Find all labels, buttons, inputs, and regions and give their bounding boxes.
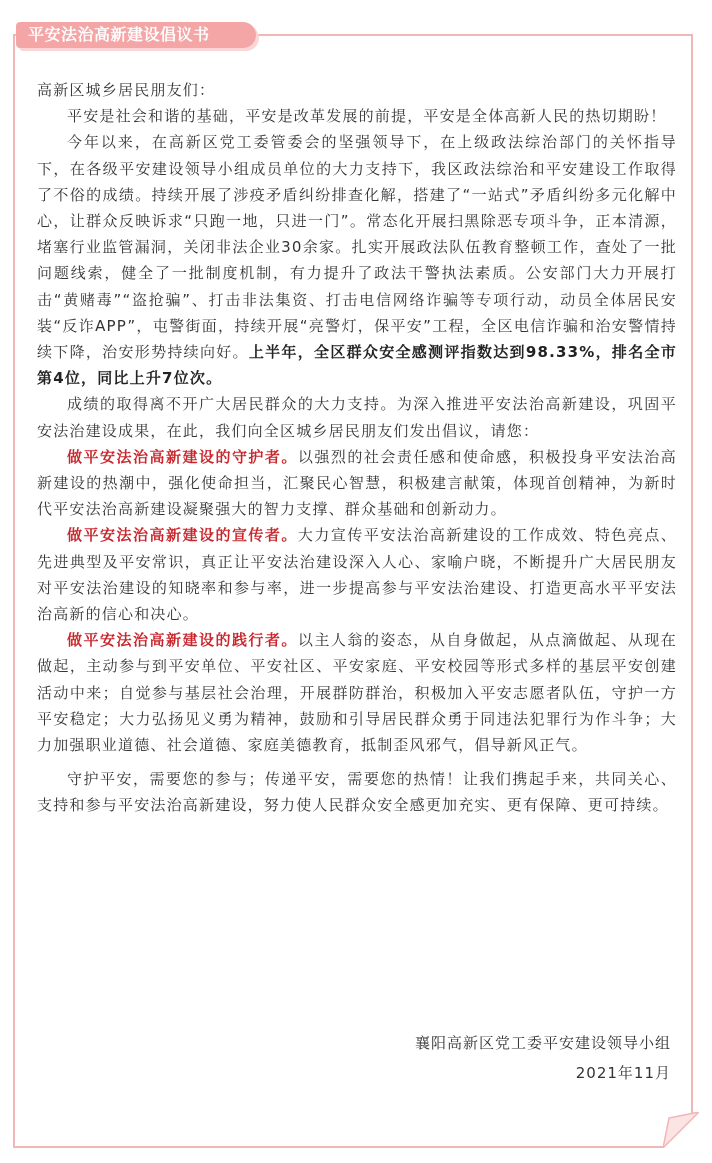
achievements-text: 今年以来，在高新区党工委管委会的坚强领导下，在上级政法综治部门的关怀指导下，在各级平安建设领导小组成员单位的大力支持下，我区政法综治和平安建设工作取得了不俗的成绩。持续开展了涉疫矛盾纠纷排查化解，搭建了“一站式”矛盾纠纷多元化解中心，让群众反映诉求“只跑一地，只进一门”。常态化开展扫黑除恶专项斗争，正本清源，堵塞行业监管漏洞，关闭非法企业30余家。扎实开展政法队伍教育整顿工作，查处了一批问题线索，健全了一批制度机制，有力提升了政法干警执法素质。公安部门大力开展打击“黄赌毒”“盗抢骗”、打击非法集资、打击电信网络诈骗等专项行动，动员全体居民安装“反诈APP”，屯警街面，持续开展“亮警灯，保平安”工程，全区电信诈骗和治安警情持续下降，治安形势持续向好。 (37, 133, 677, 362)
practitioner-heading: 做平安法治高新建设的践行者。 (67, 631, 298, 650)
signature-block (415, 1028, 671, 1088)
guardian-heading: 做平安法治高新建设的守护者。 (67, 447, 298, 466)
paragraph-promoter (37, 522, 677, 627)
paragraph-achievements (37, 129, 677, 391)
page-corner-fold (663, 1112, 699, 1148)
signature-date: 2021年11月 (575, 1064, 671, 1082)
letter-body (37, 77, 677, 819)
title-banner (16, 22, 256, 48)
paragraph-intro: 平安是社会和谐的基础，平安是改革发展的前提，平安是全体高新人民的热切期盼！ (67, 107, 667, 126)
practitioner-text: 以主人翁的姿态，从自身做起，从点滴做起、从现在做起，主动参与到平安单位、平安社区、平安家庭、平安校园等形式多样的基层平安创建活动中来；自觉参与基层社会治理，开展群防群治，积极加入平安志愿者队伍，守护一方平安稳定；大力弘扬见义勇为精神，鼓励和引导居民群众勇于同违法犯罪行为作斗争；大力加强职业道德、社会道德、家庭美德教育，抵制歪风邪气，倡导新风正气。 (37, 631, 677, 755)
achievements-highlight: 上半年，全区群众安全感测评指数达到98.33%，排名全市第4位，同比上升7位次。 (37, 343, 678, 388)
paragraph-call: 成绩的取得离不开广大居民群众的大力支持。为深入推进平安法治高新建设，巩固平安法治建设成果，在此，我们向全区城乡居民朋友们发出倡议，请您： (37, 395, 677, 440)
greeting: 高新区城乡居民朋友们： (37, 81, 216, 99)
page-title: 平安法治高新建设倡议书 (28, 25, 210, 44)
promoter-text: 大力宣传平安法治高新建设的工作成效、特色亮点、先进典型及平安常识，真正让平安法治建设深入人心、家喻户晓，不断提升广大居民朋友对平安法治建设的知晓率和参与率，进一步提高参与平安法治建设、打造更高水平平安法治高新的信心和决心。 (37, 526, 677, 624)
paragraph-practitioner (37, 627, 677, 758)
signature-org: 襄阳高新区党工委平安建设领导小组 (414, 1034, 671, 1052)
promoter-heading: 做平安法治高新建设的宣传者。 (67, 526, 298, 545)
guardian-text: 以强烈的社会责任感和使命感，积极投身平安法治高新建设的热潮中，强化使命担当，汇聚民心智慧，积极建言献策，体现首创精神，为新时代平安法治高新建设凝聚强大的智力支撑、群众基础和创新动力。 (37, 447, 677, 519)
paragraph-closing: 守护平安，需要您的参与；传递平安，需要您的热情！让我们携起手来，共同关心、支持和参与平安法治高新建设，努力使人民群众安全感更加充实、更有保障、更可持续。 (37, 770, 677, 815)
paragraph-guardian (37, 444, 677, 523)
